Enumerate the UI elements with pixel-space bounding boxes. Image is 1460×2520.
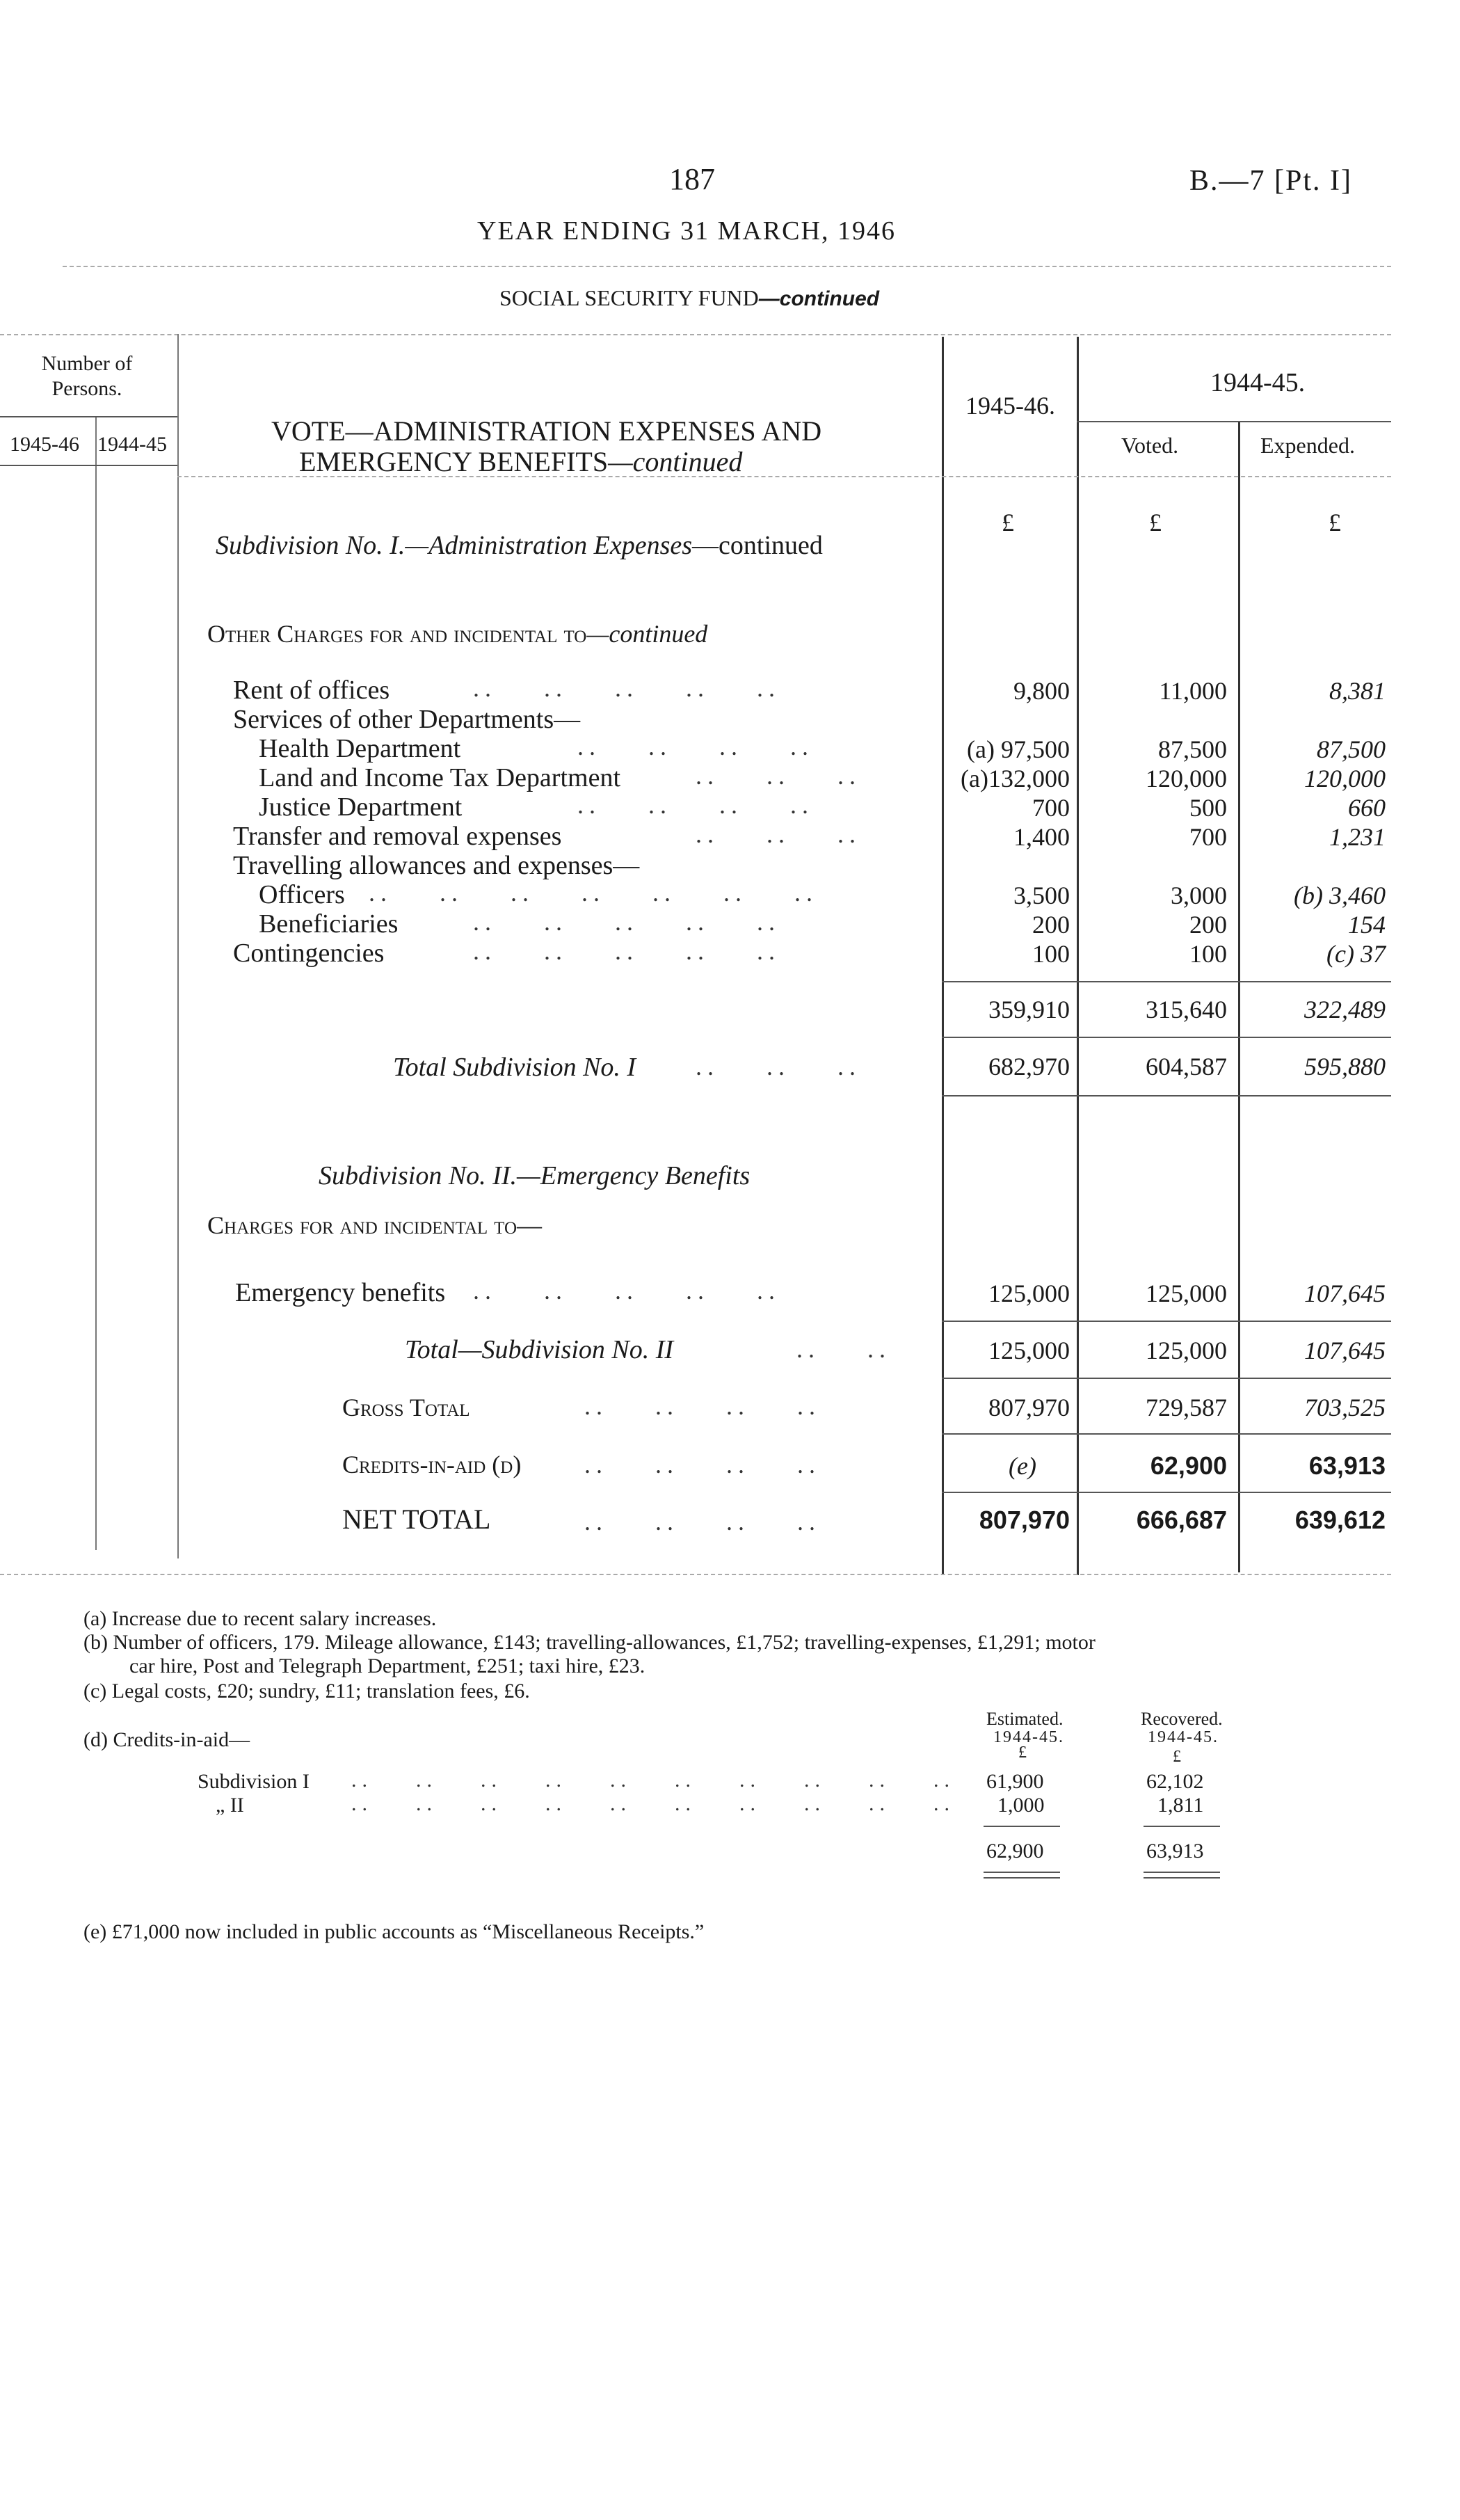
vote-title-line2 — [299, 445, 742, 478]
other-charges-main: Other Charges for and incidental to — [207, 620, 587, 648]
sub1-total-rule — [942, 1095, 1391, 1096]
table-top-rule — [0, 334, 1391, 335]
footnote-c: (c) Legal costs, £20; sundry, £11; translation fees, £6. — [83, 1680, 530, 1702]
leader-dots: .. .. — [796, 1335, 891, 1363]
other-charges-suffix: —continued — [586, 620, 708, 648]
leader-dots: .. .. .. .. .. — [473, 908, 780, 936]
row-label: Contingencies — [233, 939, 385, 968]
col-1944-rule — [1077, 421, 1391, 422]
row-label: Beneficiaries — [259, 909, 399, 939]
net-total-voted: 666,687 — [1136, 1506, 1227, 1534]
credits-detail-double-rule — [984, 1872, 1060, 1873]
leader-dots: .. .. .. .. .. .. .. — [369, 879, 818, 907]
page-number: 187 — [669, 162, 715, 196]
voted-value: 700 — [1189, 823, 1227, 851]
sub2-total-expended: 107,645 — [1304, 1337, 1386, 1364]
leader-dots: .. .. .. .. .. — [473, 937, 780, 965]
footnote-b-line1: (b) Number of officers, 179. Mileage allowance, £143; travelling-allowances, £1,752; travelling-expenses, £1,291; motor — [83, 1631, 1096, 1654]
est-value: (a)132,000 — [961, 765, 1070, 792]
header-rule — [63, 266, 1391, 267]
row-label: Officers — [259, 880, 345, 909]
subtotal-expended: 322,489 — [1304, 996, 1386, 1023]
est-value: 3,500 — [1013, 882, 1070, 909]
persons-divider — [95, 416, 97, 1550]
fund-name: SOCIAL SECURITY FUND — [499, 285, 759, 310]
persons-label: Number of Persons. — [41, 352, 133, 400]
row-label: Rent of offices — [233, 676, 390, 705]
col-1945-header: 1945-46. — [965, 392, 1055, 420]
voted-value: 3,000 — [1171, 882, 1227, 909]
col-voted-header: Voted. — [1121, 433, 1179, 458]
subtotal-rule-top — [942, 981, 1391, 982]
gross-total-voted: 729,587 — [1146, 1394, 1227, 1421]
sub2-total-voted: 125,000 — [1146, 1337, 1227, 1364]
persons-col-1944: 1944-45 — [97, 433, 167, 456]
est-value: 200 — [1032, 911, 1070, 939]
leader-dots: .. .. .. .. .. — [473, 1277, 780, 1305]
row-label: Land and Income Tax Department — [259, 763, 620, 792]
fund-suffix: —continued — [758, 287, 880, 310]
est-value: 1,000 — [997, 1794, 1045, 1817]
footnote-b-line2: car hire, Post and Telegraph Department, £251; taxi hire, £23. — [129, 1654, 645, 1677]
est-value: 1,400 — [1013, 823, 1070, 851]
pound-1945: £ — [1002, 509, 1014, 536]
credits-est-heading-2: 1944-45. — [993, 1728, 1064, 1746]
gross-total-label: Gross Total — [342, 1394, 470, 1421]
year-heading: YEAR ENDING 31 MARCH, 1946 — [477, 216, 896, 246]
sub2-charges-heading: Charges for and incidental to— — [207, 1211, 543, 1239]
expended-value: 8,381 — [1329, 677, 1386, 705]
row-label: „ II — [216, 1794, 244, 1817]
sub2-total-label: Total—Subdivision No. II — [405, 1335, 674, 1364]
leader-dots: .. .. .. .. — [584, 1392, 821, 1420]
expended-value: 154 — [1348, 911, 1386, 939]
expended-value: (c) 37 — [1326, 940, 1386, 968]
credits-in-aid-label: Credits-in-aid (d) — [342, 1451, 522, 1478]
row-label: Health Department — [259, 734, 461, 763]
credits-rec-pound: £ — [1173, 1748, 1181, 1766]
est-value: 100 — [1032, 940, 1070, 968]
expended-value: 660 — [1348, 794, 1386, 822]
expended-value: 1,231 — [1329, 823, 1386, 851]
gross-total-est: 807,970 — [988, 1394, 1070, 1421]
expended-value: 120,000 — [1304, 765, 1386, 792]
sub2-total-est: 125,000 — [988, 1337, 1070, 1364]
row-label: Justice Department — [259, 792, 463, 822]
subtotal-voted: 315,640 — [1146, 996, 1227, 1023]
leader-dots: .. .. .. .. — [577, 791, 814, 819]
pound-expended: £ — [1329, 509, 1341, 536]
net-total-label: NET TOTAL — [342, 1504, 491, 1535]
est-value: 61,900 — [986, 1770, 1044, 1793]
row-label: Services of other Departments— — [233, 705, 581, 734]
fund-heading — [499, 285, 879, 311]
vote-title-main: EMERGENCY BENEFITS — [299, 446, 609, 477]
persons-right-rule — [177, 334, 179, 1558]
leader-dots: .. .. .. .. — [584, 1451, 821, 1478]
credits-detail-rule — [1144, 1826, 1220, 1827]
other-charges-heading — [207, 619, 707, 648]
credits-voted: 62,900 — [1150, 1451, 1227, 1480]
col-1945-rule — [942, 337, 944, 1575]
footnote-d: (d) Credits-in-aid— — [83, 1728, 250, 1751]
est-value: 700 — [1032, 794, 1070, 822]
expended-value: 107,645 — [1304, 1279, 1386, 1307]
est-value: 125,000 — [988, 1279, 1070, 1307]
recovered-value: 1,811 — [1157, 1794, 1204, 1817]
sub1-total-voted: 604,587 — [1146, 1053, 1227, 1080]
pound-voted: £ — [1149, 509, 1162, 536]
sub1-total-label: Total Subdivision No. I — [393, 1053, 636, 1082]
persons-col-1945: 1945-46 — [10, 433, 79, 456]
credits-detail-rule — [984, 1826, 1060, 1827]
credits-rec-heading-2: 1944-45. — [1148, 1728, 1219, 1746]
credits-detail-double-rule — [1144, 1872, 1220, 1873]
credits-est-heading-1: Estimated. — [986, 1709, 1064, 1729]
leader-dots: .. .. .. — [696, 762, 861, 790]
sub1-heading-main: Subdivision No. I.—Administration Expenses — [216, 531, 693, 560]
credits-rule — [942, 1492, 1391, 1493]
leader-dots: .. .. .. .. — [577, 733, 814, 760]
sub1-heading — [216, 530, 823, 561]
document-reference: B.—7 [Pt. I] — [1189, 165, 1352, 197]
voted-value: 120,000 — [1146, 765, 1227, 792]
leader-dots: .. .. .. — [696, 820, 861, 848]
voted-value: 200 — [1189, 911, 1227, 939]
gross-total-expended: 703,525 — [1304, 1394, 1386, 1421]
voted-value: 100 — [1189, 940, 1227, 968]
footnote-a: (a) Increase due to recent salary increases. — [83, 1607, 437, 1630]
row-label: Transfer and removal expenses — [233, 822, 562, 851]
head-bottom-rule — [177, 476, 1391, 477]
leader-dots: .. .. .. — [696, 1053, 861, 1080]
recovered-value: 62,102 — [1146, 1770, 1204, 1793]
credits-detail-double-rule — [1144, 1877, 1220, 1879]
voted-value: 87,500 — [1158, 735, 1227, 763]
credits-detail-total-rec: 63,913 — [1146, 1840, 1204, 1863]
vote-title-suffix: —continued — [608, 446, 743, 477]
sub1-total-expended: 595,880 — [1304, 1053, 1386, 1080]
row-label: Emergency benefits — [235, 1278, 446, 1307]
expended-value: (b) 3,460 — [1294, 882, 1386, 909]
col-1944-header: 1944-45. — [1210, 368, 1306, 397]
est-value: 9,800 — [1013, 677, 1070, 705]
expended-value: 87,500 — [1317, 735, 1386, 763]
net-total-est: 807,970 — [979, 1506, 1070, 1534]
vote-title-line1: VOTE—ADMINISTRATION EXPENSES AND — [271, 415, 822, 447]
sub2-rule-bottom — [942, 1378, 1391, 1379]
credits-est: (e) — [1009, 1452, 1036, 1480]
footnote-e: (e) £71,000 now included in public accounts as “Miscellaneous Receipts.” — [83, 1920, 705, 1943]
persons-head-rule — [0, 416, 177, 417]
col-expended-header: Expended. — [1260, 433, 1355, 458]
persons-sub-rule — [0, 465, 177, 466]
leader-dots: .. .. .. .. — [584, 1508, 821, 1536]
sub1-total-est: 682,970 — [988, 1053, 1070, 1080]
credits-detail-total-est: 62,900 — [986, 1840, 1044, 1863]
leader-dots: .. .. .. .. .. .. .. .. .. .. — [351, 1792, 955, 1815]
col-voted-rule — [1077, 337, 1079, 1575]
row-label: Subdivision I — [198, 1770, 310, 1793]
credits-detail-double-rule — [984, 1877, 1060, 1879]
table-bottom-rule — [0, 1574, 1391, 1575]
row-label: Travelling allowances and expenses— — [233, 851, 640, 880]
est-value: (a) 97,500 — [967, 735, 1070, 763]
voted-value: 125,000 — [1146, 1279, 1227, 1307]
gross-rule — [942, 1433, 1391, 1435]
sub1-heading-suffix: —continued — [692, 531, 823, 560]
credits-est-pound: £ — [1018, 1744, 1027, 1762]
voted-value: 500 — [1189, 794, 1227, 822]
subtotal-est: 359,910 — [988, 996, 1070, 1023]
subtotal-rule-bottom — [942, 1037, 1391, 1038]
net-total-expended: 639,612 — [1294, 1506, 1386, 1534]
sub2-rule-top — [942, 1321, 1391, 1322]
voted-value: 11,000 — [1159, 677, 1227, 705]
credits-rec-heading-1: Recovered. — [1141, 1709, 1223, 1729]
leader-dots: .. .. .. .. .. .. .. .. .. .. — [351, 1769, 955, 1792]
col-expended-rule — [1238, 421, 1240, 1572]
leader-dots: .. .. .. .. .. — [473, 674, 780, 702]
sub2-heading: Subdivision No. II.—Emergency Benefits — [319, 1161, 751, 1190]
credits-expended: 63,913 — [1308, 1451, 1386, 1480]
